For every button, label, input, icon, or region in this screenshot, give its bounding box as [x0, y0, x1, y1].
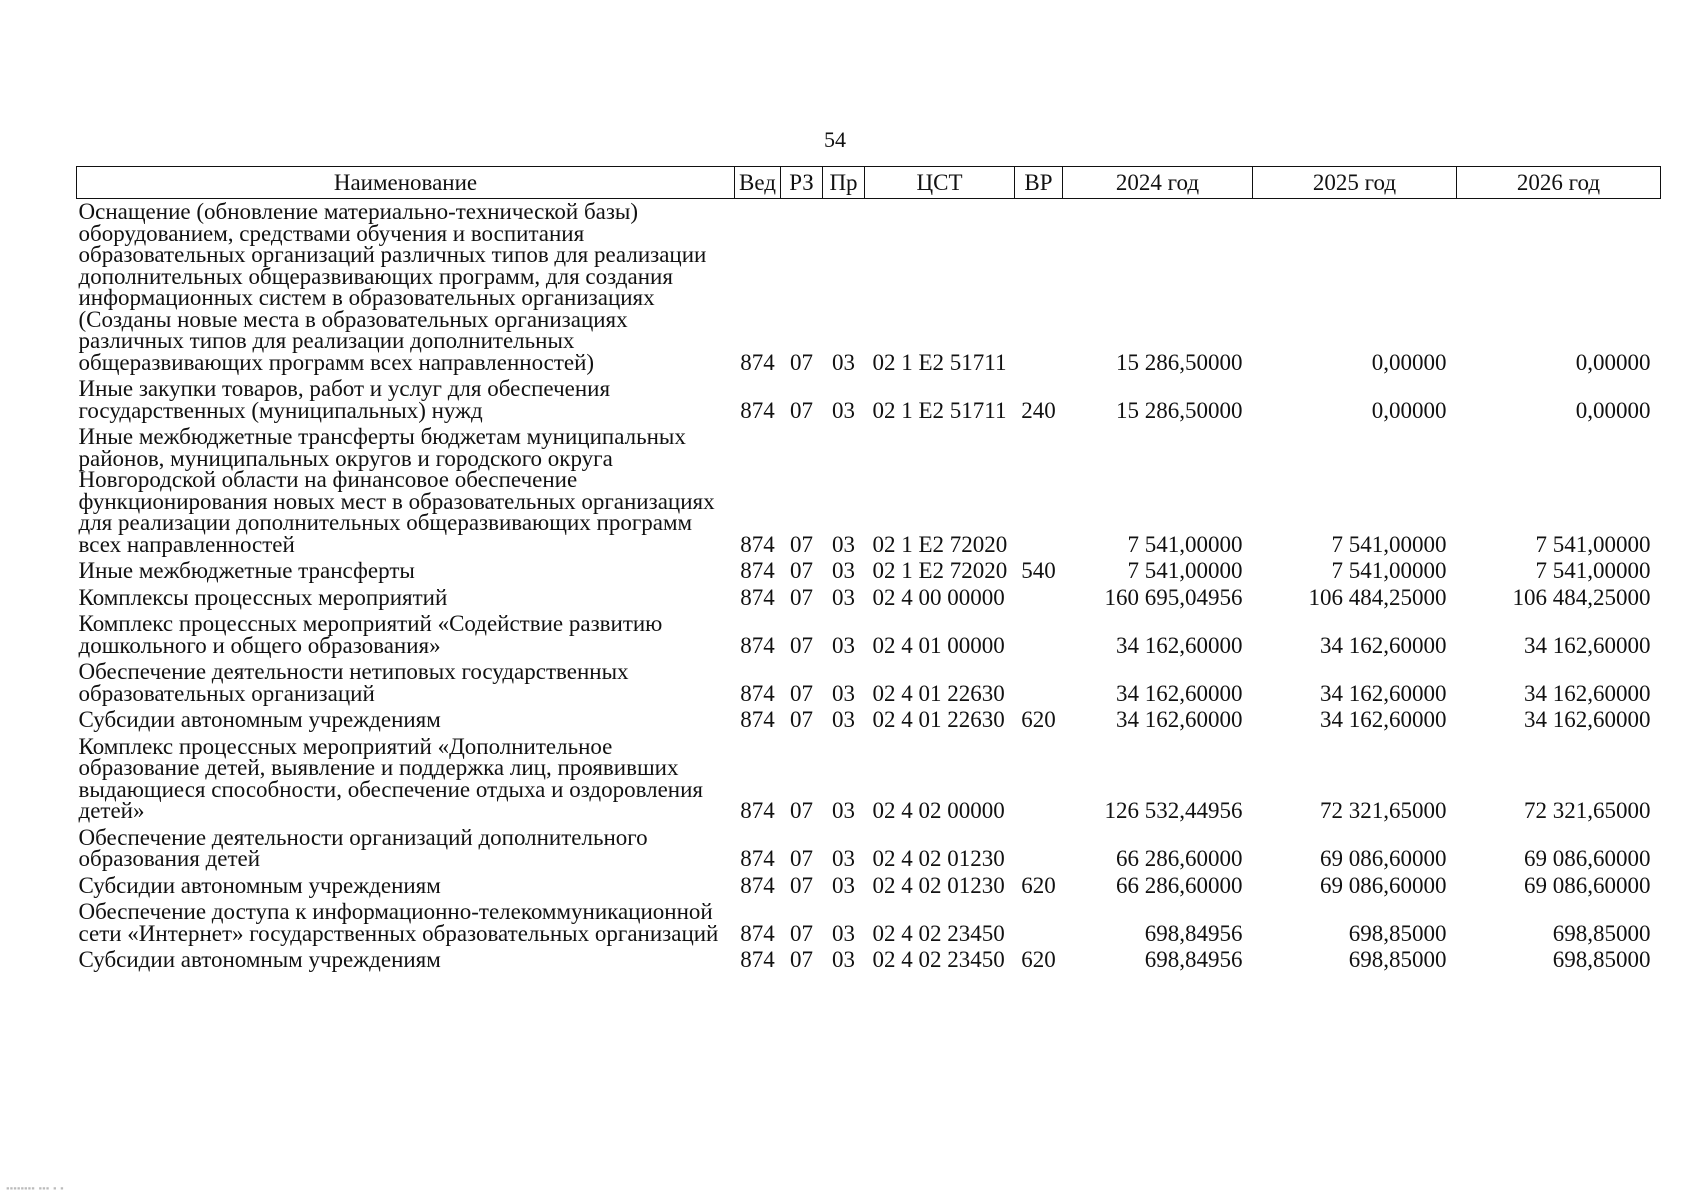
row-rz: 07 [790, 846, 813, 871]
row-cst: 02 4 00 00000 [872, 584, 1005, 610]
header-rz: РЗ [781, 167, 823, 199]
row-pr: 03 [832, 872, 855, 898]
row-rz: 07 [790, 707, 813, 732]
row-ved: 874 [740, 798, 775, 823]
row-value-2026: 0,00000 [1575, 349, 1651, 375]
table-body [77, 199, 1661, 974]
row-ved: 874 [740, 584, 775, 610]
row-value-2024: 160 695,04956 [1104, 584, 1243, 610]
row-rz: 07 [790, 584, 813, 610]
header-ved: Вед [735, 167, 781, 199]
row-value-2026: 698,85000 [1552, 920, 1651, 946]
row-vr [1015, 199, 1063, 377]
row-value-2026: 7 541,00000 [1535, 558, 1651, 583]
header-2026: 2026 год [1457, 167, 1661, 199]
table-row [77, 199, 1661, 377]
row-name: Обеспечение деятельности нетиповых государственных образовательных организаций [78, 659, 629, 706]
row-value-2026: 0,00000 [1575, 397, 1651, 423]
row-value-2025: 34 162,60000 [1320, 632, 1447, 658]
row-rz: 07 [790, 558, 813, 583]
row-vr [1015, 585, 1063, 612]
row-value-2026: 106 484,25000 [1512, 584, 1651, 610]
row-cst: 02 4 02 00000 [872, 798, 1005, 823]
header-name: Наименование [77, 167, 735, 199]
row-ved: 874 [740, 707, 775, 732]
row-value-2024: 66 286,60000 [1116, 846, 1243, 871]
row-pr: 03 [832, 846, 855, 871]
row-rz: 07 [790, 632, 813, 658]
row-ved: 874 [740, 947, 775, 972]
row-name: Обеспечение доступа к информационно-телекоммуникационной сети «Интернет» государственных образовательных организаций [78, 899, 719, 946]
row-vr: 620 [1021, 872, 1056, 898]
row-vr [1015, 659, 1063, 707]
row-name: Иные закупки товаров, работ и услуг для обеспечения государственных (муниципальных) нужд [78, 376, 611, 423]
row-name: Комплекс процессных мероприятий «Дополнительное образование детей, выявление и поддержка лиц, проявивших выдающиеся способности, обеспечение отдыха и оздоровления детей» [78, 733, 704, 823]
row-value-2025: 0,00000 [1371, 349, 1447, 375]
row-name: Субсидии автономным учреждениям [78, 947, 441, 972]
table-row [77, 659, 1661, 707]
row-value-2025: 34 162,60000 [1320, 680, 1447, 706]
row-cst: 02 4 02 23450 [872, 947, 1005, 972]
row-pr: 03 [832, 680, 855, 706]
row-value-2024: 698,84956 [1144, 947, 1243, 972]
row-vr [1015, 825, 1063, 873]
row-pr: 03 [832, 397, 855, 423]
row-ved: 874 [740, 349, 775, 375]
table-row [77, 734, 1661, 825]
row-ved: 874 [740, 558, 775, 583]
row-pr: 03 [832, 798, 855, 823]
row-name: Иные межбюджетные трансферты [78, 558, 415, 583]
row-value-2024: 126 532,44956 [1104, 798, 1243, 823]
row-name: Субсидии автономным учреждениям [78, 872, 441, 898]
row-ved: 874 [740, 846, 775, 871]
row-vr: 540 [1021, 558, 1056, 583]
row-ved: 874 [740, 632, 775, 658]
row-vr [1015, 734, 1063, 825]
header-vr: ВР [1015, 167, 1063, 199]
header-2024: 2024 год [1063, 167, 1253, 199]
header-pr: Пр [823, 167, 865, 199]
row-ved: 874 [740, 531, 775, 557]
row-vr: 620 [1021, 947, 1056, 972]
table-row [77, 707, 1661, 734]
row-value-2024: 15 286,50000 [1116, 349, 1243, 375]
row-value-2026: 698,85000 [1552, 947, 1651, 972]
row-value-2026: 69 086,60000 [1524, 872, 1651, 898]
row-pr: 03 [832, 349, 855, 375]
row-value-2024: 34 162,60000 [1116, 707, 1243, 732]
row-value-2024: 34 162,60000 [1116, 632, 1243, 658]
row-pr: 03 [832, 584, 855, 610]
row-value-2025: 34 162,60000 [1320, 707, 1447, 732]
row-rz: 07 [790, 349, 813, 375]
row-vr [1015, 424, 1063, 558]
budget-table [76, 166, 1661, 974]
row-pr: 03 [832, 707, 855, 732]
row-ved: 874 [740, 920, 775, 946]
row-value-2024: 7 541,00000 [1127, 531, 1243, 557]
row-value-2024: 34 162,60000 [1116, 680, 1243, 706]
row-value-2025: 0,00000 [1371, 397, 1447, 423]
row-rz: 07 [790, 531, 813, 557]
row-ved: 874 [740, 397, 775, 423]
row-rz: 07 [790, 920, 813, 946]
row-name: Комплекс процессных мероприятий «Содействие развитию дошкольного и общего образования» [78, 611, 663, 658]
row-cst: 02 4 01 22630 [872, 707, 1005, 732]
row-value-2026: 34 162,60000 [1524, 632, 1651, 658]
row-rz: 07 [790, 397, 813, 423]
row-pr: 03 [832, 947, 855, 972]
row-value-2025: 698,85000 [1348, 947, 1447, 972]
row-value-2024: 66 286,60000 [1116, 872, 1243, 898]
row-name: Обеспечение деятельности организаций дополнительного образования детей [78, 824, 648, 871]
table-row [77, 611, 1661, 659]
row-vr [1015, 611, 1063, 659]
table-row [77, 585, 1661, 612]
row-cst: 02 4 02 01230 [872, 872, 1005, 898]
row-rz: 07 [790, 947, 813, 972]
row-value-2024: 7 541,00000 [1127, 558, 1243, 583]
row-value-2025: 72 321,65000 [1320, 798, 1447, 823]
row-cst: 02 4 02 23450 [872, 920, 1005, 946]
row-cst: 02 4 01 22630 [872, 680, 1005, 706]
row-value-2026: 7 541,00000 [1535, 531, 1651, 557]
row-value-2025: 69 086,60000 [1320, 846, 1447, 871]
row-cst: 02 1 Е2 51711 [872, 349, 1007, 375]
table-row [77, 947, 1661, 974]
row-value-2025: 7 541,00000 [1331, 558, 1447, 583]
row-value-2026: 69 086,60000 [1524, 846, 1651, 871]
table-row [77, 376, 1661, 424]
row-pr: 03 [832, 632, 855, 658]
row-vr [1015, 899, 1063, 947]
row-ved: 874 [740, 680, 775, 706]
row-value-2026: 72 321,65000 [1524, 798, 1651, 823]
table-row [77, 825, 1661, 873]
row-cst: 02 1 Е2 51711 [872, 397, 1007, 423]
row-name: Комплексы процессных мероприятий [78, 584, 448, 610]
row-value-2025: 7 541,00000 [1331, 531, 1447, 557]
row-value-2025: 69 086,60000 [1320, 872, 1447, 898]
row-vr: 620 [1021, 707, 1056, 732]
row-name: Иные межбюджетные трансферты бюджетам муниципальных районов, муниципальных округов и городского округа Новгородской области на финансовое обеспечение функционирования новых мест в образовательных организациях для реализации дополнительных общеразвивающих программ всех направленностей [78, 424, 715, 557]
row-value-2026: 34 162,60000 [1524, 707, 1651, 732]
row-vr: 240 [1021, 397, 1056, 423]
row-cst: 02 1 Е2 72020 [872, 531, 1008, 557]
row-rz: 07 [790, 680, 813, 706]
row-name: Субсидии автономным учреждениям [78, 707, 441, 732]
scan-mark: ▪▪▪▪▪▪▪▪ ▪▪▪ ▪ ▪ [6, 1185, 64, 1192]
page-number: 54 [824, 127, 846, 152]
table-row [77, 899, 1661, 947]
row-cst: 02 1 Е2 72020 [872, 558, 1008, 583]
header-2025: 2025 год [1253, 167, 1457, 199]
header-cst: ЦСТ [865, 167, 1015, 199]
table-row [77, 424, 1661, 558]
row-name: Оснащение (обновление материально-технической базы) оборудованием, средствами обучения и воспитания образовательных организаций различных типов для реализации дополнительных общеразвивающих программ, для создания информационных систем в образовательных организациях (Созданы новые места в образовательных организациях различных типов для реализации дополнительных общеразвивающих программ всех направленностей) [78, 199, 707, 375]
row-cst: 02 4 01 00000 [872, 632, 1005, 658]
row-rz: 07 [790, 798, 813, 823]
row-pr: 03 [832, 920, 855, 946]
table-row [77, 873, 1661, 900]
table-header-row [77, 167, 1661, 199]
row-pr: 03 [832, 531, 855, 557]
row-ved: 874 [740, 872, 775, 898]
row-rz: 07 [790, 872, 813, 898]
row-value-2025: 106 484,25000 [1308, 584, 1447, 610]
row-value-2025: 698,85000 [1348, 920, 1447, 946]
table-row [77, 558, 1661, 585]
row-value-2024: 15 286,50000 [1116, 397, 1243, 423]
row-value-2026: 34 162,60000 [1524, 680, 1651, 706]
row-cst: 02 4 02 01230 [872, 846, 1005, 871]
row-value-2024: 698,84956 [1144, 920, 1243, 946]
row-pr: 03 [832, 558, 855, 583]
